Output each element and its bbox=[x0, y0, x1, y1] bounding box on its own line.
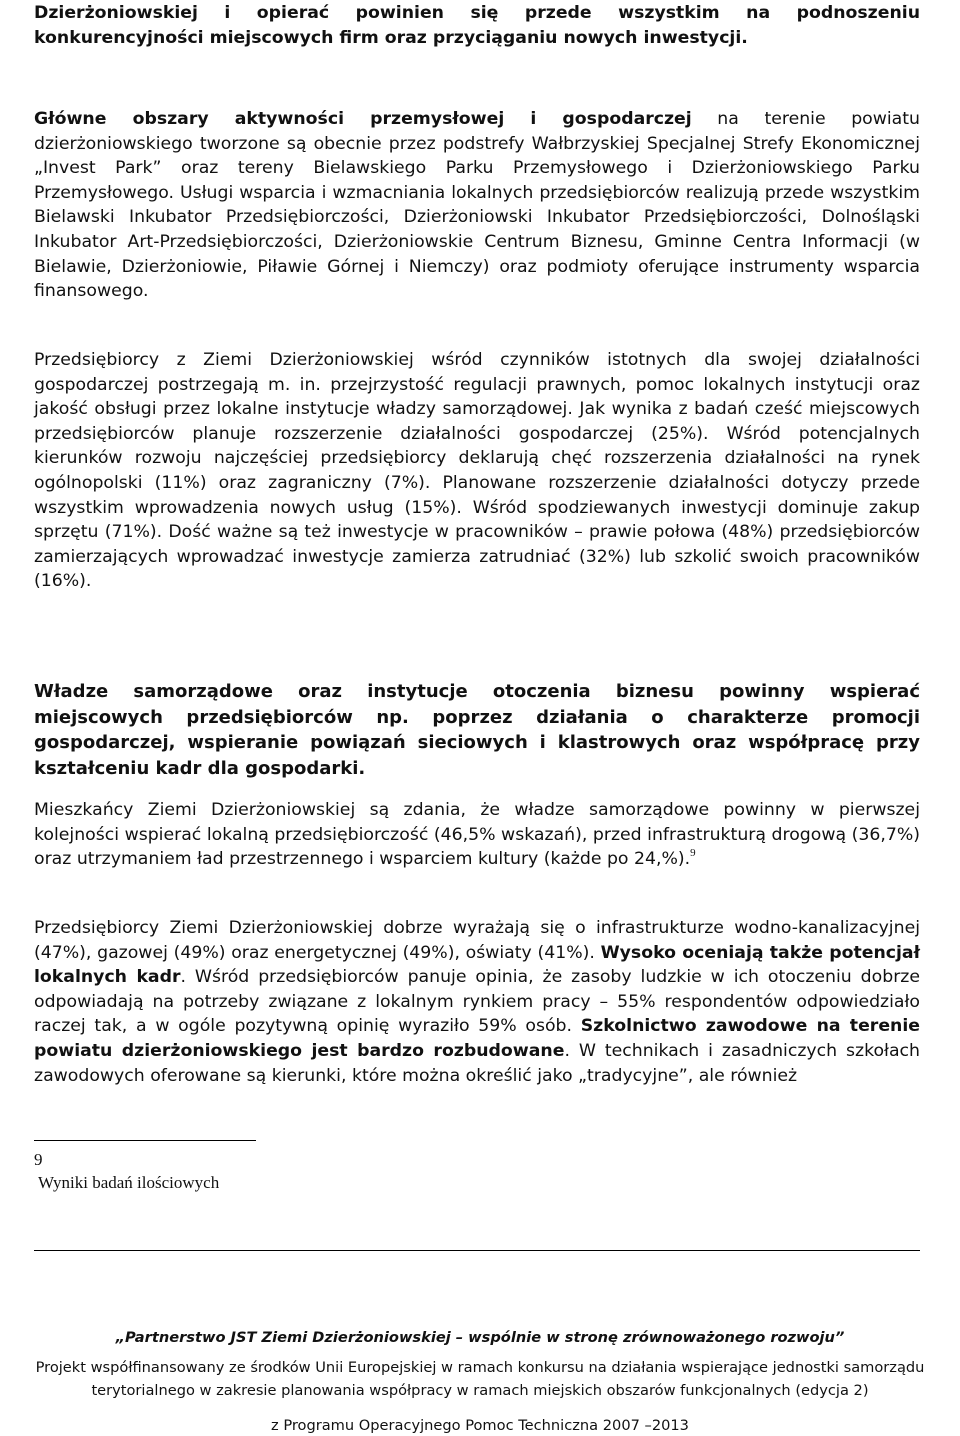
footnote-text: Wyniki badań ilościowych bbox=[38, 1173, 220, 1192]
footer-slogan: „Partnerstwo JST Ziemi Dzierżoniowskiej – wspólnie w stronę zrównoważonego rozwoju” bbox=[115, 1329, 845, 1346]
footer-funding-line-2: terytorialnego w zakresie planowania współpracy w ramach miejskich obszarów funkcjonalnych (edycja 2) bbox=[91, 1382, 869, 1399]
section-heading bbox=[34, 679, 920, 781]
footer-funding-line-1: Projekt współfinansowany ze środków Unii Europejskiej w ramach konkursu na działania wspierające jednostki samorządu bbox=[35, 1359, 925, 1376]
footnote-reference[interactable]: 9 bbox=[690, 847, 696, 860]
residents-paragraph bbox=[34, 798, 920, 872]
entrepreneurs-text-2: . Wśród przedsiębiorców panuje opinia, że zasoby ludzkie w ich otoczeniu dobrze odpowiadają na potrzeby związane z lokalnym rynkiem pracy – 55% respondentów odpowiedziało raczej tak, a w ogóle pozytywną opinię wyraziło 59% osób. bbox=[34, 967, 920, 1037]
residents-text: Mieszkańcy Ziemi Dzierżoniowskiej są zdania, że władze samorządowe powinny w pierwszej kolejności wspierać lokalną przedsiębiorczość (46,5% wskazań), przed infrastrukturą drogową (36,7%) oraz utrzymaniem ład przestrzennego i wsparciem kultury (każde po 24,%). bbox=[34, 800, 920, 870]
section-heading-text: Władze samorządowe oraz instytucje otoczenia biznesu powinny wspierać miejscowych przedsiębiorców np. poprzez działania o charakterze promocji gospodarczej, wspieranie powiązań sieciowych i klastrowych oraz współpracę przy kształceniu kadr dla gospodarki. bbox=[34, 681, 920, 779]
industrial-areas-text: na terenie powiatu dzierżoniowskiego tworzone są obecnie przez podstrefy Wałbrzyskiej Specjalnej Strefy Ekonomicznej „Invest Park” oraz tereny Bielawskiego Parku Przemysłowego i Dzierżoniowskiego Parku Przemysłowego. Usługi wsparcia i wzmacniania lokalnych przedsiębiorców realizują przede wszystkim Bielawski Inkubator Przedsiębiorczości, Dzierżoniowski Inkubator Przedsiębiorczości, Dolnośląski Inkubator Art-Przedsiębiorczości, Dzierżoniowskie Centrum Biznesu, Gminne Centra Informacji (w Bielawie, Dzierżoniowie, Piławie Górnej i Niemczy) oraz podmioty oferujące instrumenty wsparcia finansowego. bbox=[34, 109, 920, 302]
footnote-number: 9 bbox=[34, 1150, 43, 1169]
industrial-areas-paragraph bbox=[34, 107, 920, 304]
survey-text: Przedsiębiorcy z Ziemi Dzierżoniowskiej wśród czynników istotnych dla swojej działalności gospodarczej postrzegają m. in. przejrzystość regulacji prawnych, pomoc lokalnych instytucji oraz jakość obsługi przez lokalne instytucje władzy samorządowej. Jak wynika z badań cześć miejscowych przedsiębiorców planuje rozszerzenie działalności gospodarczej (25%). Wśród potencjalnych kierunków rozwoju najczęściej przedsiębiorcy deklarują chęć rozszerzenia działalności na rynek ogólnopolski (11%) oraz zagraniczny (7%). Planowane rozszerzenie działalności dotyczy przede wszystkim wprowadzenia nowych usług (15%). Wśród spodziewanych inwestycji dominuje zakup sprzętu (71%). Dość ważne są też inwestycje w pracowników – prawie połowa (48%) przedsiębiorców zamierzających wprowadzać inwestycje zamierza zatrudniać (32%) lub szkolić swoich pracowników (16%). bbox=[34, 350, 920, 592]
entrepreneurs-bold-2: Szkolnictwo zawodowe na terenie powiatu dzierżoniowskiego jest bardzo rozbudowane bbox=[34, 1016, 920, 1061]
entrepreneurs-bold-1: Wysoko oceniają także potencjał lokalnych kadr bbox=[34, 942, 920, 988]
entrepreneurs-text-1: Przedsiębiorcy Ziemi Dzierżoniowskiej dobrze wyrażają się o infrastrukturze wodno-kanalizacyjnej (47%), gazowej (49%) oraz energetycznej (49%), oświaty (41%). bbox=[34, 918, 920, 963]
footnote-divider bbox=[34, 1140, 256, 1141]
footer-program-line: z Programu Operacyjnego Pomoc Techniczna 2007 –2013 bbox=[271, 1417, 689, 1434]
intro-paragraph bbox=[34, 1, 920, 50]
footer-divider bbox=[34, 1250, 920, 1251]
entrepreneurs-paragraph bbox=[34, 916, 920, 1088]
intro-bold-text: Dzierżoniowskiej i opierać powinien się przede wszystkim na podnoszeniu konkurencyjności miejscowych firm oraz przyciąganiu nowych inwestycji. bbox=[34, 3, 920, 48]
industrial-areas-lead: Główne obszary aktywności przemysłowej i gospodarczej bbox=[34, 109, 692, 129]
survey-paragraph bbox=[34, 348, 920, 594]
entrepreneurs-text-3: . W technikach i zasadniczych szkołach zawodowych oferowane są kierunki, które można określić jako „tradycyjne”, ale również bbox=[34, 1040, 920, 1086]
